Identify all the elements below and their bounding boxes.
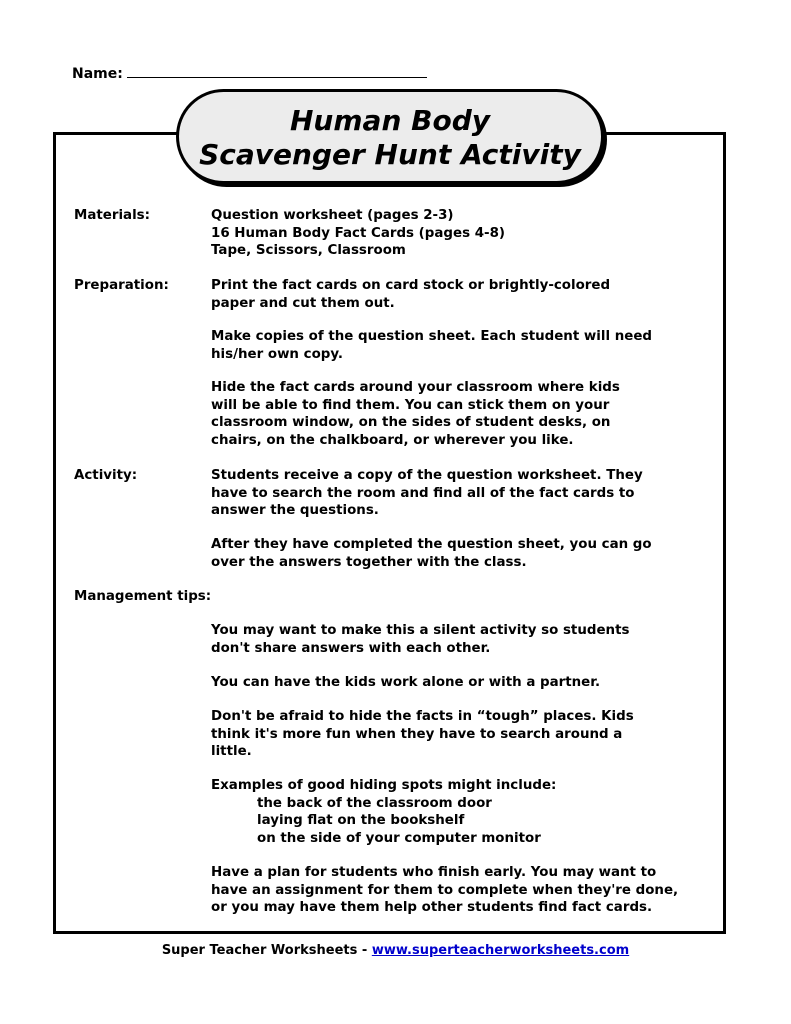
text-line: Have a plan for students who finish early. You may want to bbox=[211, 865, 657, 880]
text-line: have an assignment for them to complete when they're done, bbox=[211, 882, 679, 898]
text-line: little. bbox=[211, 744, 252, 759]
footer bbox=[0, 943, 791, 958]
preparation-paragraph-1 bbox=[211, 277, 711, 312]
text-line: have to search the room and find all of the fact cards to bbox=[211, 485, 635, 501]
text-line: will be able to find them. You can stick them on your bbox=[211, 397, 610, 413]
text-line: his/her own copy. bbox=[211, 346, 343, 362]
text-line: You can have the kids work alone or with a partner. bbox=[211, 675, 601, 690]
activity-paragraph-1 bbox=[211, 467, 711, 520]
materials-list bbox=[211, 207, 711, 260]
name-field bbox=[72, 63, 427, 82]
name-label: Name: bbox=[72, 66, 123, 82]
text-line: think it's more fun when they have to search around a bbox=[211, 726, 623, 742]
text-line: Print the fact cards on card stock or brightly-colored bbox=[211, 278, 611, 293]
materials-item: 16 Human Body Fact Cards (pages 4-8) bbox=[211, 225, 506, 241]
footer-link[interactable]: www.superteacherworksheets.com bbox=[371, 943, 630, 958]
text-line: You may want to make this a silent activity so students bbox=[211, 623, 630, 638]
title-banner bbox=[176, 89, 604, 184]
text-line: Students receive a copy of the question worksheet. They bbox=[211, 468, 643, 483]
materials-item: Tape, Scissors, Classroom bbox=[211, 243, 406, 258]
title-line-2: Scavenger Hunt Activity bbox=[199, 138, 581, 171]
footer-text: Super Teacher Worksheets - bbox=[161, 943, 372, 958]
tip-3 bbox=[211, 708, 711, 761]
hiding-spot-item: laying flat on the bookshelf bbox=[257, 813, 465, 828]
text-line: After they have completed the question sheet, you can go bbox=[211, 537, 652, 552]
preparation-paragraph-3 bbox=[211, 379, 711, 449]
management-label: Management tips: bbox=[74, 589, 212, 604]
text-line: answer the questions. bbox=[211, 503, 379, 518]
text-line: paper and cut them out. bbox=[211, 295, 395, 311]
materials-item: Question worksheet (pages 2-3) bbox=[211, 208, 454, 223]
tip-4 bbox=[211, 777, 711, 847]
activity-paragraph-2 bbox=[211, 536, 711, 571]
text-line: Hide the fact cards around your classroom where kids bbox=[211, 380, 620, 395]
tip-2 bbox=[211, 674, 711, 692]
tip-5 bbox=[211, 864, 711, 917]
hiding-spot-item: the back of the classroom door bbox=[257, 795, 492, 811]
text-line: classroom window, on the sides of student desks, on bbox=[211, 415, 611, 430]
hiding-spot-item: on the side of your computer monitor bbox=[257, 830, 541, 846]
text-line: don't share answers with each other. bbox=[211, 640, 491, 656]
text-line: or you may have them help other students find fact cards. bbox=[211, 900, 653, 915]
tip-1 bbox=[211, 622, 711, 657]
preparation-label: Preparation: bbox=[74, 278, 169, 293]
text-line: Make copies of the question sheet. Each student will need bbox=[211, 329, 652, 344]
text-line: over the answers together with the class. bbox=[211, 554, 527, 570]
materials-label: Materials: bbox=[74, 208, 150, 223]
title-line-1: Human Body bbox=[290, 104, 490, 137]
text-line: Don't be afraid to hide the facts in “tough” places. Kids bbox=[211, 709, 634, 724]
text-line: chairs, on the chalkboard, or wherever you like. bbox=[211, 432, 574, 448]
text-line: Examples of good hiding spots might include: bbox=[211, 778, 557, 793]
preparation-paragraph-2 bbox=[211, 328, 711, 363]
activity-label: Activity: bbox=[74, 468, 138, 483]
name-blank-line[interactable] bbox=[127, 63, 427, 78]
